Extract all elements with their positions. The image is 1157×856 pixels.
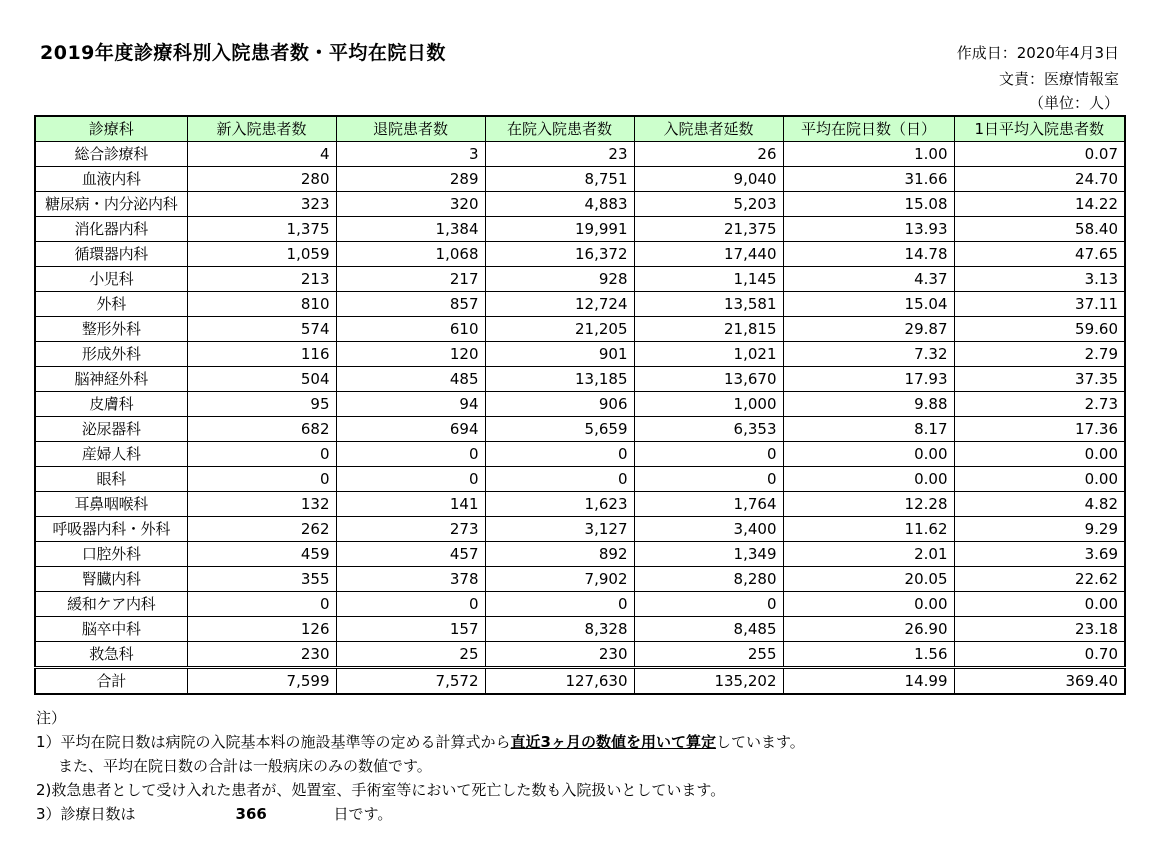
department-cell: 呼吸器内科・外科 <box>35 517 187 542</box>
value-cell: 21,375 <box>634 217 783 242</box>
value-cell: 0 <box>485 467 634 492</box>
value-cell: 17.36 <box>954 417 1125 442</box>
value-cell: 8,751 <box>485 167 634 192</box>
note-1 <box>36 730 805 754</box>
header-inpatients: 在院入院患者数 <box>485 116 634 142</box>
value-cell: 1,021 <box>634 342 783 367</box>
value-cell: 323 <box>187 192 336 217</box>
value-cell: 8,485 <box>634 617 783 642</box>
value-cell: 2.79 <box>954 342 1125 367</box>
value-cell: 485 <box>336 367 485 392</box>
department-cell: 総合診療科 <box>35 142 187 167</box>
note-3-tail: 日です。 <box>333 805 393 823</box>
value-cell: 59.60 <box>954 317 1125 342</box>
value-cell: 31.66 <box>783 167 954 192</box>
table-row <box>35 517 1125 542</box>
value-cell: 127,630 <box>485 668 634 695</box>
value-cell: 857 <box>336 292 485 317</box>
notes-heading: 注） <box>36 709 67 727</box>
value-cell: 574 <box>187 317 336 342</box>
value-cell: 0.07 <box>954 142 1125 167</box>
value-cell: 3 <box>336 142 485 167</box>
department-cell: 血液内科 <box>35 167 187 192</box>
value-cell: 0.00 <box>783 467 954 492</box>
value-cell: 17,440 <box>634 242 783 267</box>
value-cell: 6,353 <box>634 417 783 442</box>
value-cell: 13.93 <box>783 217 954 242</box>
table-row <box>35 467 1125 492</box>
department-cell: 腎臓内科 <box>35 567 187 592</box>
value-cell: 1.00 <box>783 142 954 167</box>
value-cell: 157 <box>336 617 485 642</box>
value-cell: 682 <box>187 417 336 442</box>
table-row <box>35 217 1125 242</box>
value-cell: 459 <box>187 542 336 567</box>
department-cell: 産婦人科 <box>35 442 187 467</box>
table-header-row <box>35 116 1125 142</box>
table-row <box>35 317 1125 342</box>
value-cell: 13,185 <box>485 367 634 392</box>
table-row <box>35 592 1125 617</box>
created-date: 作成日：2020年4月3日 <box>956 44 1119 62</box>
value-cell: 26 <box>634 142 783 167</box>
value-cell: 3,127 <box>485 517 634 542</box>
value-cell: 8.17 <box>783 417 954 442</box>
value-cell: 7,902 <box>485 567 634 592</box>
table-row <box>35 567 1125 592</box>
value-cell: 9,040 <box>634 167 783 192</box>
value-cell: 0.00 <box>954 442 1125 467</box>
department-cell: 耳鼻咽喉科 <box>35 492 187 517</box>
value-cell: 0 <box>485 592 634 617</box>
notes-section <box>36 706 805 826</box>
report-title: 2019年度診療科別入院患者数・平均在院日数 <box>40 42 446 64</box>
value-cell: 17.93 <box>783 367 954 392</box>
value-cell: 13,581 <box>634 292 783 317</box>
value-cell: 95 <box>187 392 336 417</box>
value-cell: 23.18 <box>954 617 1125 642</box>
unit-label: （単位：人） <box>1028 94 1119 112</box>
value-cell: 16,372 <box>485 242 634 267</box>
value-cell: 1,375 <box>187 217 336 242</box>
treatment-days-value: 366 <box>235 805 267 823</box>
department-cell: 脳神経外科 <box>35 367 187 392</box>
department-cell: 循環器内科 <box>35 242 187 267</box>
value-cell: 116 <box>187 342 336 367</box>
value-cell: 0 <box>634 467 783 492</box>
value-cell: 132 <box>187 492 336 517</box>
department-cell: 眼科 <box>35 467 187 492</box>
value-cell: 262 <box>187 517 336 542</box>
value-cell: 19,991 <box>485 217 634 242</box>
table-row <box>35 392 1125 417</box>
value-cell: 0 <box>187 592 336 617</box>
department-cell: 合計 <box>35 668 187 695</box>
note-1b: また、平均在院日数の合計は一般病床のみの数値です。 <box>58 757 432 775</box>
department-cell: 整形外科 <box>35 317 187 342</box>
value-cell: 289 <box>336 167 485 192</box>
value-cell: 37.35 <box>954 367 1125 392</box>
value-cell: 1,000 <box>634 392 783 417</box>
value-cell: 141 <box>336 492 485 517</box>
value-cell: 230 <box>187 642 336 668</box>
total-row <box>35 668 1125 695</box>
table-row <box>35 292 1125 317</box>
value-cell: 11.62 <box>783 517 954 542</box>
value-cell: 14.22 <box>954 192 1125 217</box>
value-cell: 1,623 <box>485 492 634 517</box>
value-cell: 25 <box>336 642 485 668</box>
value-cell: 24.70 <box>954 167 1125 192</box>
table-row <box>35 417 1125 442</box>
value-cell: 13,670 <box>634 367 783 392</box>
value-cell: 135,202 <box>634 668 783 695</box>
value-cell: 0 <box>336 442 485 467</box>
table-row <box>35 442 1125 467</box>
value-cell: 928 <box>485 267 634 292</box>
value-cell: 23 <box>485 142 634 167</box>
value-cell: 14.78 <box>783 242 954 267</box>
value-cell: 47.65 <box>954 242 1125 267</box>
note-3-text: 3）診療日数は <box>36 805 136 823</box>
value-cell: 3.13 <box>954 267 1125 292</box>
value-cell: 0 <box>187 442 336 467</box>
value-cell: 0.00 <box>783 592 954 617</box>
department-cell: 糖尿病・内分泌内科 <box>35 192 187 217</box>
value-cell: 58.40 <box>954 217 1125 242</box>
department-cell: 脳卒中科 <box>35 617 187 642</box>
value-cell: 4 <box>187 142 336 167</box>
value-cell: 5,659 <box>485 417 634 442</box>
table-row <box>35 342 1125 367</box>
value-cell: 0.00 <box>783 442 954 467</box>
value-cell: 0.00 <box>954 592 1125 617</box>
value-cell: 1,349 <box>634 542 783 567</box>
value-cell: 810 <box>187 292 336 317</box>
table-row <box>35 142 1125 167</box>
value-cell: 280 <box>187 167 336 192</box>
value-cell: 120 <box>336 342 485 367</box>
value-cell: 12,724 <box>485 292 634 317</box>
table-row <box>35 367 1125 392</box>
value-cell: 213 <box>187 267 336 292</box>
value-cell: 14.99 <box>783 668 954 695</box>
value-cell: 22.62 <box>954 567 1125 592</box>
header-patient-days: 入院患者延数 <box>634 116 783 142</box>
value-cell: 9.88 <box>783 392 954 417</box>
note-1-text: 1）平均在院日数は病院の入院基本料の施設基準等の定める計算式から <box>36 733 511 751</box>
department-cell: 救急科 <box>35 642 187 668</box>
value-cell: 4,883 <box>485 192 634 217</box>
table-row <box>35 242 1125 267</box>
value-cell: 0 <box>336 467 485 492</box>
note-3 <box>36 802 805 826</box>
value-cell: 0.00 <box>954 467 1125 492</box>
value-cell: 26.90 <box>783 617 954 642</box>
department-cell: 形成外科 <box>35 342 187 367</box>
table-row <box>35 167 1125 192</box>
department-cell: 緩和ケア内科 <box>35 592 187 617</box>
department-cell: 皮膚科 <box>35 392 187 417</box>
note-1-emphasis: 直近3ヶ月の数値を用いて算定 <box>510 733 716 751</box>
value-cell: 378 <box>336 567 485 592</box>
header-daily-avg: 1日平均入院患者数 <box>954 116 1125 142</box>
value-cell: 0 <box>634 592 783 617</box>
note-2: 2)救急患者として受け入れた患者が、処置室、手術室等において死亡した数も入院扱いとしています。 <box>36 781 726 799</box>
value-cell: 9.29 <box>954 517 1125 542</box>
value-cell: 694 <box>336 417 485 442</box>
header-department: 診療科 <box>35 116 187 142</box>
note-1-tail: しています。 <box>716 733 805 751</box>
value-cell: 5,203 <box>634 192 783 217</box>
table-row <box>35 617 1125 642</box>
value-cell: 1.56 <box>783 642 954 668</box>
value-cell: 3,400 <box>634 517 783 542</box>
header-discharges: 退院患者数 <box>336 116 485 142</box>
value-cell: 3.69 <box>954 542 1125 567</box>
value-cell: 7.32 <box>783 342 954 367</box>
value-cell: 273 <box>336 517 485 542</box>
table-row <box>35 642 1125 668</box>
value-cell: 610 <box>336 317 485 342</box>
inpatient-table <box>34 115 1126 695</box>
value-cell: 1,384 <box>336 217 485 242</box>
value-cell: 21,205 <box>485 317 634 342</box>
department-cell: 消化器内科 <box>35 217 187 242</box>
department-cell: 泌尿器科 <box>35 417 187 442</box>
table-row <box>35 267 1125 292</box>
value-cell: 4.37 <box>783 267 954 292</box>
table-row <box>35 192 1125 217</box>
value-cell: 355 <box>187 567 336 592</box>
value-cell: 320 <box>336 192 485 217</box>
value-cell: 2.73 <box>954 392 1125 417</box>
value-cell: 906 <box>485 392 634 417</box>
value-cell: 7,599 <box>187 668 336 695</box>
value-cell: 892 <box>485 542 634 567</box>
value-cell: 0 <box>485 442 634 467</box>
value-cell: 0 <box>187 467 336 492</box>
value-cell: 0 <box>336 592 485 617</box>
value-cell: 7,572 <box>336 668 485 695</box>
value-cell: 1,145 <box>634 267 783 292</box>
value-cell: 1,068 <box>336 242 485 267</box>
value-cell: 12.28 <box>783 492 954 517</box>
value-cell: 369.40 <box>954 668 1125 695</box>
value-cell: 94 <box>336 392 485 417</box>
value-cell: 126 <box>187 617 336 642</box>
value-cell: 255 <box>634 642 783 668</box>
value-cell: 217 <box>336 267 485 292</box>
value-cell: 1,764 <box>634 492 783 517</box>
value-cell: 21,815 <box>634 317 783 342</box>
table-row <box>35 542 1125 567</box>
value-cell: 457 <box>336 542 485 567</box>
value-cell: 4.82 <box>954 492 1125 517</box>
header-avg-stay: 平均在院日数（日） <box>783 116 954 142</box>
value-cell: 20.05 <box>783 567 954 592</box>
value-cell: 0 <box>634 442 783 467</box>
department-cell: 口腔外科 <box>35 542 187 567</box>
value-cell: 8,328 <box>485 617 634 642</box>
department-cell: 小児科 <box>35 267 187 292</box>
table-row <box>35 492 1125 517</box>
author-label: 文責：医療情報室 <box>998 70 1119 88</box>
value-cell: 901 <box>485 342 634 367</box>
value-cell: 8,280 <box>634 567 783 592</box>
value-cell: 2.01 <box>783 542 954 567</box>
value-cell: 15.08 <box>783 192 954 217</box>
department-cell: 外科 <box>35 292 187 317</box>
value-cell: 1,059 <box>187 242 336 267</box>
value-cell: 15.04 <box>783 292 954 317</box>
header-new-admissions: 新入院患者数 <box>187 116 336 142</box>
value-cell: 29.87 <box>783 317 954 342</box>
value-cell: 504 <box>187 367 336 392</box>
value-cell: 0.70 <box>954 642 1125 668</box>
value-cell: 37.11 <box>954 292 1125 317</box>
value-cell: 230 <box>485 642 634 668</box>
